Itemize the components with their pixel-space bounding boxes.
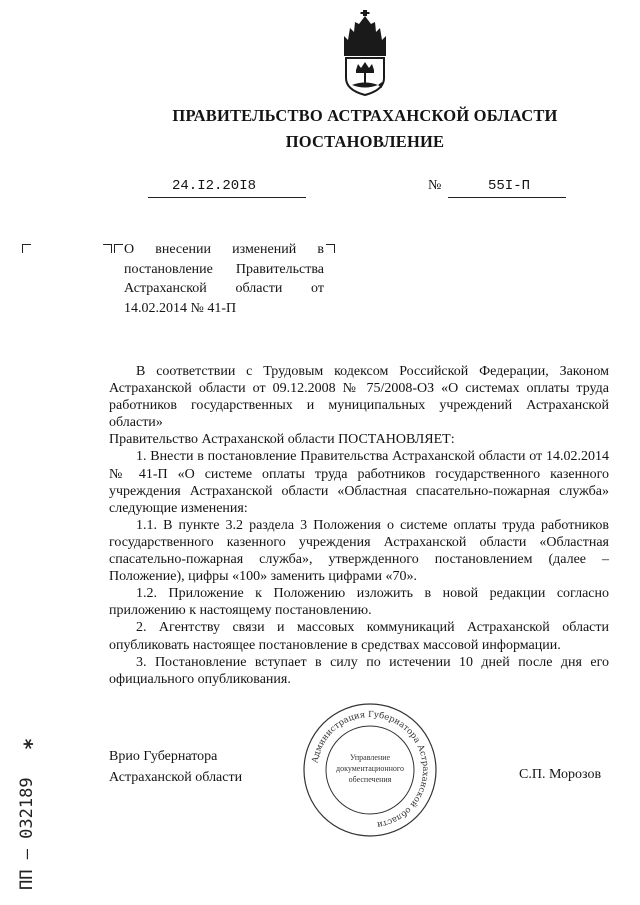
- position-line: Астраханской области: [109, 770, 243, 785]
- corner-mark: [22, 244, 31, 253]
- subject-line: Астраханской области от: [124, 281, 324, 296]
- corner-mark: [103, 244, 112, 253]
- side-code-text: ПП – 032189: [17, 777, 37, 890]
- subject-line: постановление Правительства: [124, 261, 324, 277]
- document-body: [109, 363, 609, 688]
- document-number: 55I-П: [488, 178, 531, 194]
- clause-1-1: 1.1. В пункте 3.2 раздела 3 Положения о системе оплаты труда работников государственного казенного учреждения Астраханской области «Областная спасательно-пожарная служба», утвержденного постановлением (далее – Положение), цифры «100» заменить цифрами «70».: [109, 517, 609, 585]
- clause-1-2: 1.2. Приложение к Положению изложить в новой редакции согласно приложению к настоящему постановлению.: [109, 586, 609, 619]
- document-subject: [124, 240, 324, 318]
- official-stamp: [300, 700, 440, 840]
- number-field: [448, 178, 566, 198]
- stamp-center-line: документационного: [336, 764, 404, 773]
- coat-of-arms-icon: [340, 10, 390, 96]
- preamble-paragraph: В соответствии с Трудовым кодексом Российской Федерации, Законом Астраханской области от 09.12.2008 № 75/2008-ОЗ «О системах оплаты труда работников государственных и муниципальных учреждений Астраханской области»: [109, 364, 609, 431]
- number-sign: №: [428, 178, 442, 193]
- subject-line: 14.02.2014 № 41-П: [124, 300, 237, 316]
- clause-2: 2. Агентству связи и массовых коммуникаций Астраханской области опубликовать настоящее постановление в средствах массовой информации.: [109, 620, 609, 653]
- document-date: 24.I2.20I8: [172, 178, 257, 194]
- clause-1: 1. Внести в постановление Правительства Астраханской области от 14.02.2014 № 41-П «О системе оплаты труда работников государственного казенного учреждения Астраханской области «Областная спасательно-пожарная служба» следующие изменения:: [109, 449, 609, 516]
- clause-3: 3. Постановление вступает в силу по истечении 10 дней после дня его официального опубликования.: [109, 654, 609, 687]
- decree-paragraph: Правительство Астраханской области ПОСТАНОВЛЯЕТ:: [109, 432, 455, 448]
- document-type-title: ПОСТАНОВЛЕНИЕ: [285, 132, 445, 151]
- stamp-center-line: обеспечения: [348, 775, 392, 784]
- corner-mark: [326, 244, 335, 253]
- date-field: [148, 178, 306, 198]
- signatory-name: С.П. Морозов: [519, 767, 602, 782]
- position-line: Врио Губернатора: [109, 749, 218, 764]
- signatory-position: [109, 746, 242, 788]
- side-registration-code: [10, 730, 40, 890]
- side-mark: *: [13, 737, 37, 751]
- stamp-ring-text: Администрация Губернатора Астраханской области: [310, 709, 431, 830]
- stamp-center-line: Управление: [349, 753, 391, 762]
- corner-mark: [114, 244, 123, 253]
- subject-line: О внесении изменений в: [124, 242, 324, 257]
- government-title: ПРАВИТЕЛЬСТВО АСТРАХАНСКОЙ ОБЛАСТИ: [172, 106, 558, 125]
